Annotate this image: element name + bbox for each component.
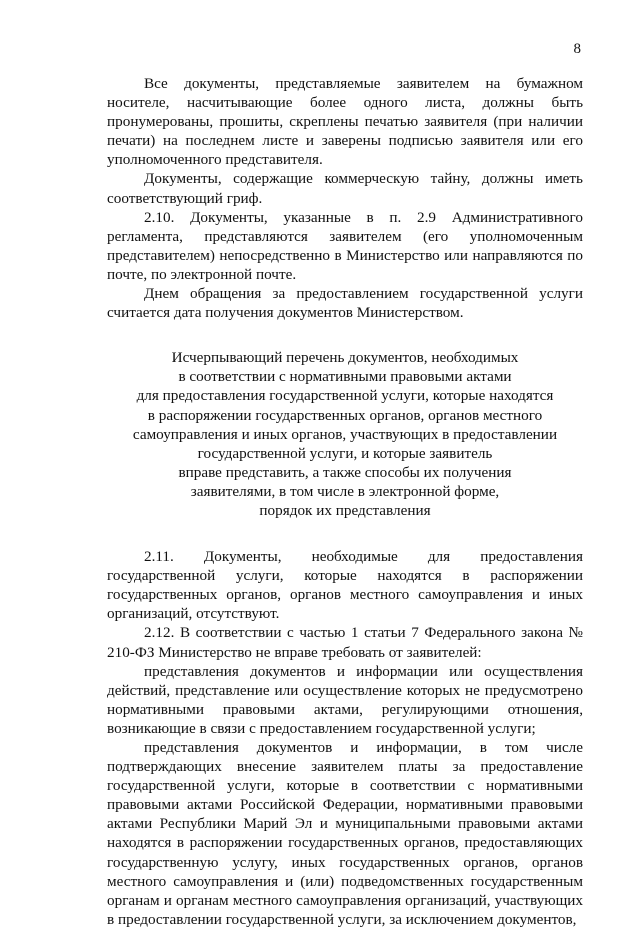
section-heading (107, 348, 583, 520)
heading-line: государственной услуги, и которые заявитель (197, 444, 493, 462)
paragraph-2-11: 2.11. Документы, необходимые для предоставления государственной услуги, которые находятся в распоряжении государственных органов, органов местного самоуправления и иных организаций, отсутствуют. (107, 548, 583, 623)
heading-line: порядок их представления (259, 501, 431, 519)
heading-line: самоуправления и иных органов, участвующих в предоставлении (132, 425, 558, 443)
heading-line: в соответствии с нормативными правовыми актами (178, 368, 512, 386)
heading-line: Исчерпывающий перечень документов, необходимых (171, 349, 519, 367)
paragraph-not-required-actions: представления документов и информации или осуществления действий, представление или осуществление которых не предусмотрено нормативными правовыми актами, регулирующими отношения, возникающие в связи с предоставлением государственной услуги; (107, 662, 583, 737)
page-number: 8 (573, 41, 581, 57)
heading-line: заявителями, в том числе в электронной форме, (190, 482, 500, 500)
paragraph-application-date: Днем обращения за предоставлением государственной услуги считается дата получения документов Министерством. (107, 285, 583, 322)
paragraph-documents-requirements: Все документы, представляемые заявителем на бумажном носителе, насчитывающие более одного листа, должны быть пронумерованы, прошиты, скреплены печатью заявителя (при наличии печати) на последнем листе и заверены подписью заявителя или его уполномоченного представителя. (107, 75, 583, 169)
paragraph-commercial-secret: Документы, содержащие коммерческую тайну, должны иметь соответствующий гриф. (107, 170, 583, 207)
paragraph-not-required-documents: представления документов и информации, в том числе подтверждающих внесение заявителем платы за предоставление государственной услуги, которые в соответствии с нормативными правовыми актами Российской Федерации, нормативными правовыми актами Республики Марий Эл и муниципальными правовыми актами находятся в распоряжении государственных органов, предоставляющих государственную услугу, иных государственных органов, органов местного самоуправления и (или) подведомственных государственным органам и органам местного самоуправления организаций, участвующих в предоставлении государственной услуги, за исключением документов, (107, 739, 583, 928)
heading-line: в распоряжении государственных органов, органов местного (147, 406, 543, 424)
paragraph-2-10: 2.10. Документы, указанные в п. 2.9 Административного регламента, представляются заявителем (его уполномоченным представителем) непосредственно в Министерство или направляются по почте, по электронной почте. (107, 208, 583, 283)
heading-line: для предоставления государственной услуги, которые находятся (136, 387, 554, 405)
paragraph-2-12: 2.12. В соответствии с частью 1 статьи 7 Федерального закона № 210-ФЗ Министерство не вправе требовать от заявителей: (107, 624, 583, 661)
heading-line: вправе представить, а также способы их получения (178, 463, 512, 481)
document-body (107, 74, 583, 929)
